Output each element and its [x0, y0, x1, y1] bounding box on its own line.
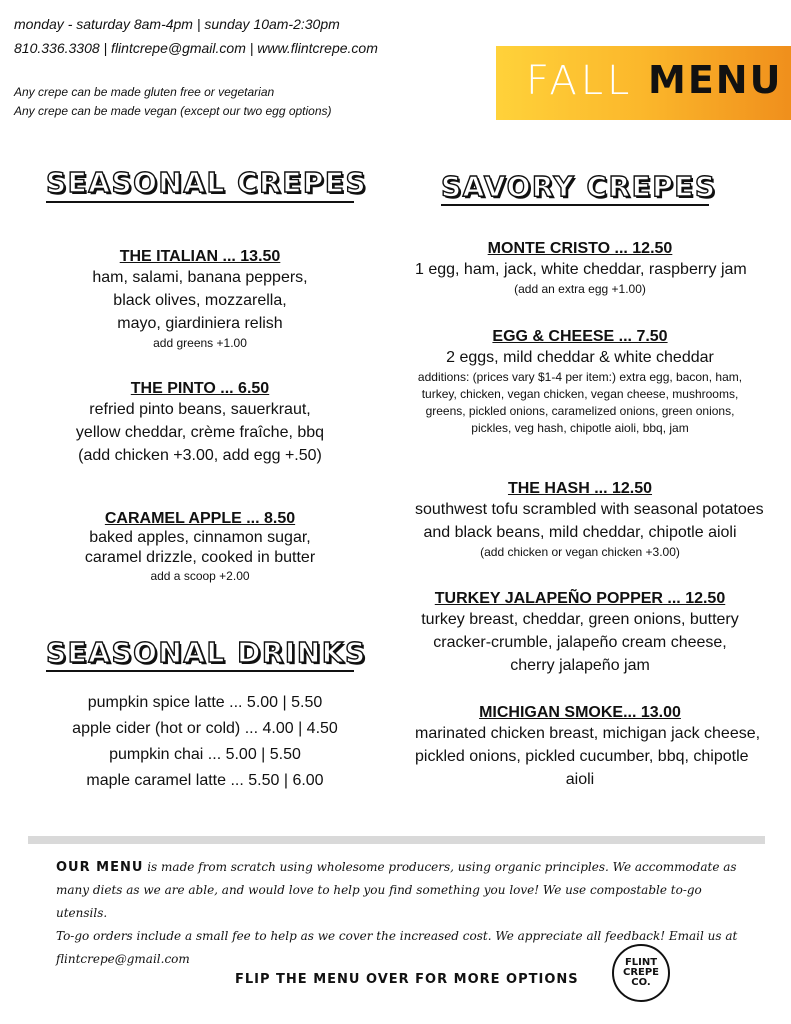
item-title: MONTE CRISTO ... 12.50: [487, 240, 673, 257]
item-desc: and black beans, mild cheddar, chipotle aioli: [423, 524, 737, 541]
footer-line: is made from scratch using wholesome producers, using organic principles. We accommodate as: [143, 860, 737, 874]
item-desc: turkey breast, cheddar, green onions, buttery: [421, 611, 739, 628]
seasonal-crepes-underline: [46, 201, 354, 203]
savory-crepes-heading: SAVORY CREPES: [441, 170, 717, 203]
banner-fall: FALL: [526, 58, 634, 104]
item-addon: pickles, veg hash, chipotle aioli, bbq, jam: [471, 421, 689, 435]
item-desc: refried pinto beans, sauerkraut,: [89, 401, 311, 418]
crepe-item-monte-cristo: [415, 240, 745, 298]
item-desc: marinated chicken breast, michigan jack cheese,: [415, 725, 761, 742]
item-title: MICHIGAN SMOKE... 13.00: [479, 704, 681, 721]
item-desc: black olives, mozzarella,: [113, 292, 287, 309]
logo-line: CO.: [631, 977, 651, 988]
footer-divider: [28, 836, 765, 844]
footer-lead: OUR MENU: [56, 860, 144, 875]
item-addon: (add an extra egg +1.00): [514, 282, 646, 296]
item-desc: caramel drizzle, cooked in butter: [84, 549, 316, 566]
item-addon: additions: (prices vary $1-4 per item:) extra egg, bacon, ham,: [417, 370, 743, 384]
dietary-note-2: Any crepe can be made vegan (except our two egg options): [14, 104, 332, 118]
logo-line: FLINT: [624, 957, 658, 968]
savory-crepes-underline: [441, 204, 709, 206]
item-desc: cracker-crumble, jalapeño cream cheese,: [433, 634, 727, 651]
item-desc: 1 egg, ham, jack, white cheddar, raspberry jam: [415, 261, 747, 278]
item-desc: aioli: [565, 771, 595, 788]
crepe-item-pinto: [35, 380, 365, 467]
drink-item: apple cider (hot or cold) ... 4.00 | 4.50: [72, 720, 338, 737]
item-title: THE ITALIAN ... 13.50: [119, 248, 281, 265]
footer-line: To-go orders include a small fee to help as we cover the increased cost. We appreciate all feedback! Email us at: [56, 929, 738, 943]
footer-line: many diets as we are able, and would love to help you find something you love! We use compostable to-go utensils.: [56, 883, 702, 920]
crepe-item-caramel-apple: [35, 510, 365, 585]
item-addon: add a scoop +2.00: [150, 569, 250, 583]
drink-item: pumpkin spice latte ... 5.00 | 5.50: [87, 694, 323, 711]
seasonal-drinks-heading: SEASONAL DRINKS: [46, 636, 367, 669]
item-desc: southwest tofu scrambled with seasonal potatoes: [415, 501, 764, 518]
item-desc: (add chicken +3.00, add egg +.50): [78, 447, 322, 464]
item-desc: yellow cheddar, crème fraîche, bbq: [75, 424, 325, 441]
item-desc: mayo, giardiniera relish: [117, 315, 283, 332]
item-desc: 2 eggs, mild cheddar & white cheddar: [446, 349, 714, 366]
contact-text: 810.336.3308 | flintcrepe@gmail.com | www.flintcrepe.com: [14, 40, 378, 56]
item-desc: baked apples, cinnamon sugar,: [89, 529, 311, 546]
seasonal-drinks-underline: [46, 670, 354, 672]
item-title: CARAMEL APPLE ... 8.50: [104, 510, 296, 527]
drinks-list: [40, 690, 370, 794]
crepe-item-egg-cheese: [415, 328, 745, 437]
banner-menu: MENU: [648, 58, 783, 102]
flint-crepe-logo: [612, 944, 670, 1002]
item-title: EGG & CHEESE ... 7.50: [492, 328, 668, 345]
item-addon: turkey, chicken, vegan chicken, vegan cheese, mushrooms,: [421, 387, 739, 401]
crepe-item-turkey-jalapeno: [415, 590, 745, 677]
dietary-note-1: Any crepe can be made gluten free or vegetarian: [14, 85, 275, 99]
item-addon: (add chicken or vegan chicken +3.00): [480, 545, 680, 559]
seasonal-crepes-heading: SEASONAL CREPES: [46, 166, 368, 199]
item-title: THE PINTO ... 6.50: [130, 380, 270, 397]
item-desc: pickled onions, pickled cucumber, bbq, chipotle: [415, 748, 749, 765]
drink-item: pumpkin chai ... 5.00 | 5.50: [109, 746, 301, 763]
item-title: TURKEY JALAPEÑO POPPER ... 12.50: [434, 590, 726, 607]
crepe-item-hash: [415, 480, 764, 561]
crepe-item-michigan-smoke: [415, 704, 761, 791]
crepe-item-italian: [35, 248, 365, 352]
item-addon: add greens +1.00: [153, 336, 247, 350]
item-title: THE HASH ... 12.50: [507, 480, 653, 497]
hours-text: monday - saturday 8am-4pm | sunday 10am-2:30pm: [14, 16, 340, 32]
footer-email: flintcrepe@gmail.com: [56, 952, 190, 966]
drink-item: maple caramel latte ... 5.50 | 6.00: [86, 772, 324, 789]
item-addon: greens, pickled onions, caramelized onions, green onions,: [425, 404, 735, 418]
flip-menu-note: FLIP THE MENU OVER FOR MORE OPTIONS: [235, 972, 579, 987]
logo-line: CREPE: [622, 967, 660, 978]
item-desc: ham, salami, banana peppers,: [92, 269, 308, 286]
fall-menu-banner: [496, 46, 791, 120]
item-desc: cherry jalapeño jam: [510, 657, 650, 674]
